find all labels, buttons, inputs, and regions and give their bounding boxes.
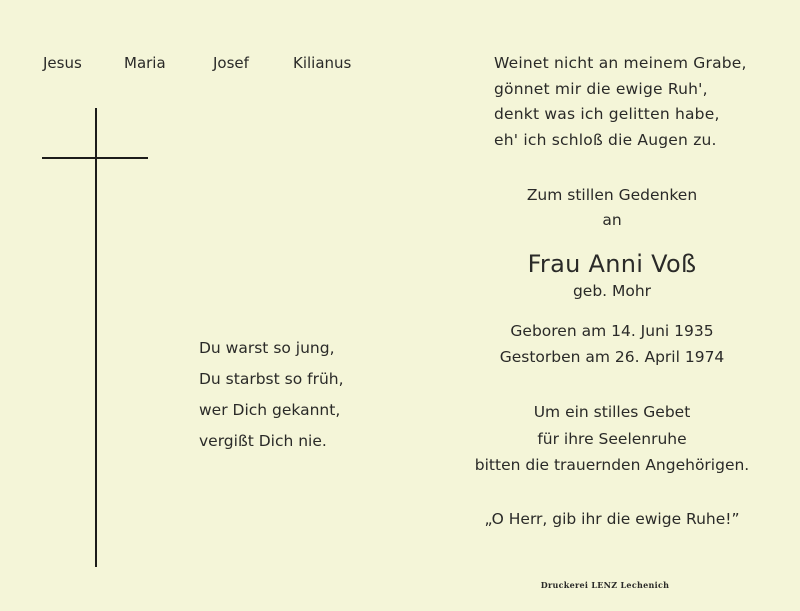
cross-icon (95, 108, 97, 567)
left-verse (199, 333, 344, 457)
name-maria: Maria (124, 54, 166, 72)
memory-heading (440, 183, 784, 233)
poem-line: Weinet nicht an meinem Grabe, (494, 54, 747, 72)
poem-line: denkt was ich gelitten habe, (494, 105, 720, 123)
prayer-line: Um ein stilles Gebet (533, 403, 691, 421)
prayer-request (440, 399, 784, 479)
prayer-line: für ihre Seelenruhe (537, 429, 687, 448)
cross-bar (42, 157, 148, 159)
name-josef: Josef (213, 54, 249, 72)
memory-line-1: Zum stillen Gedenken (526, 186, 698, 204)
deceased-name: Frau Anni Voß (527, 250, 697, 278)
memory-line-2: an (602, 211, 622, 229)
name-kilianus: Kilianus (293, 54, 352, 72)
poem (494, 51, 747, 153)
closing-prayer: „O Herr, gib ihr die ewige Ruhe!” (484, 510, 740, 528)
birth-name: geb. Mohr (572, 282, 652, 300)
header-names (0, 54, 420, 78)
left-verse-line: vergißt Dich nie. (199, 432, 327, 450)
death-date: Gestorben am 26. April 1974 (499, 348, 725, 366)
poem-line: eh' ich schloß die Augen zu. (494, 130, 717, 149)
poem-line: gönnet mir die ewige Ruh', (494, 79, 708, 98)
name-jesus: Jesus (43, 54, 82, 72)
printer-imprint: Druckerei LENZ Lechenich (540, 580, 670, 590)
left-verse-line: wer Dich gekannt, (199, 401, 341, 419)
left-verse-line: Du warst so jung, (199, 339, 335, 357)
left-verse-line: Du starbst so früh, (199, 370, 344, 388)
life-dates (440, 318, 784, 370)
birth-date: Geboren am 14. Juni 1935 (510, 322, 714, 340)
prayer-line: bitten die trauernden Angehörigen. (474, 456, 750, 474)
